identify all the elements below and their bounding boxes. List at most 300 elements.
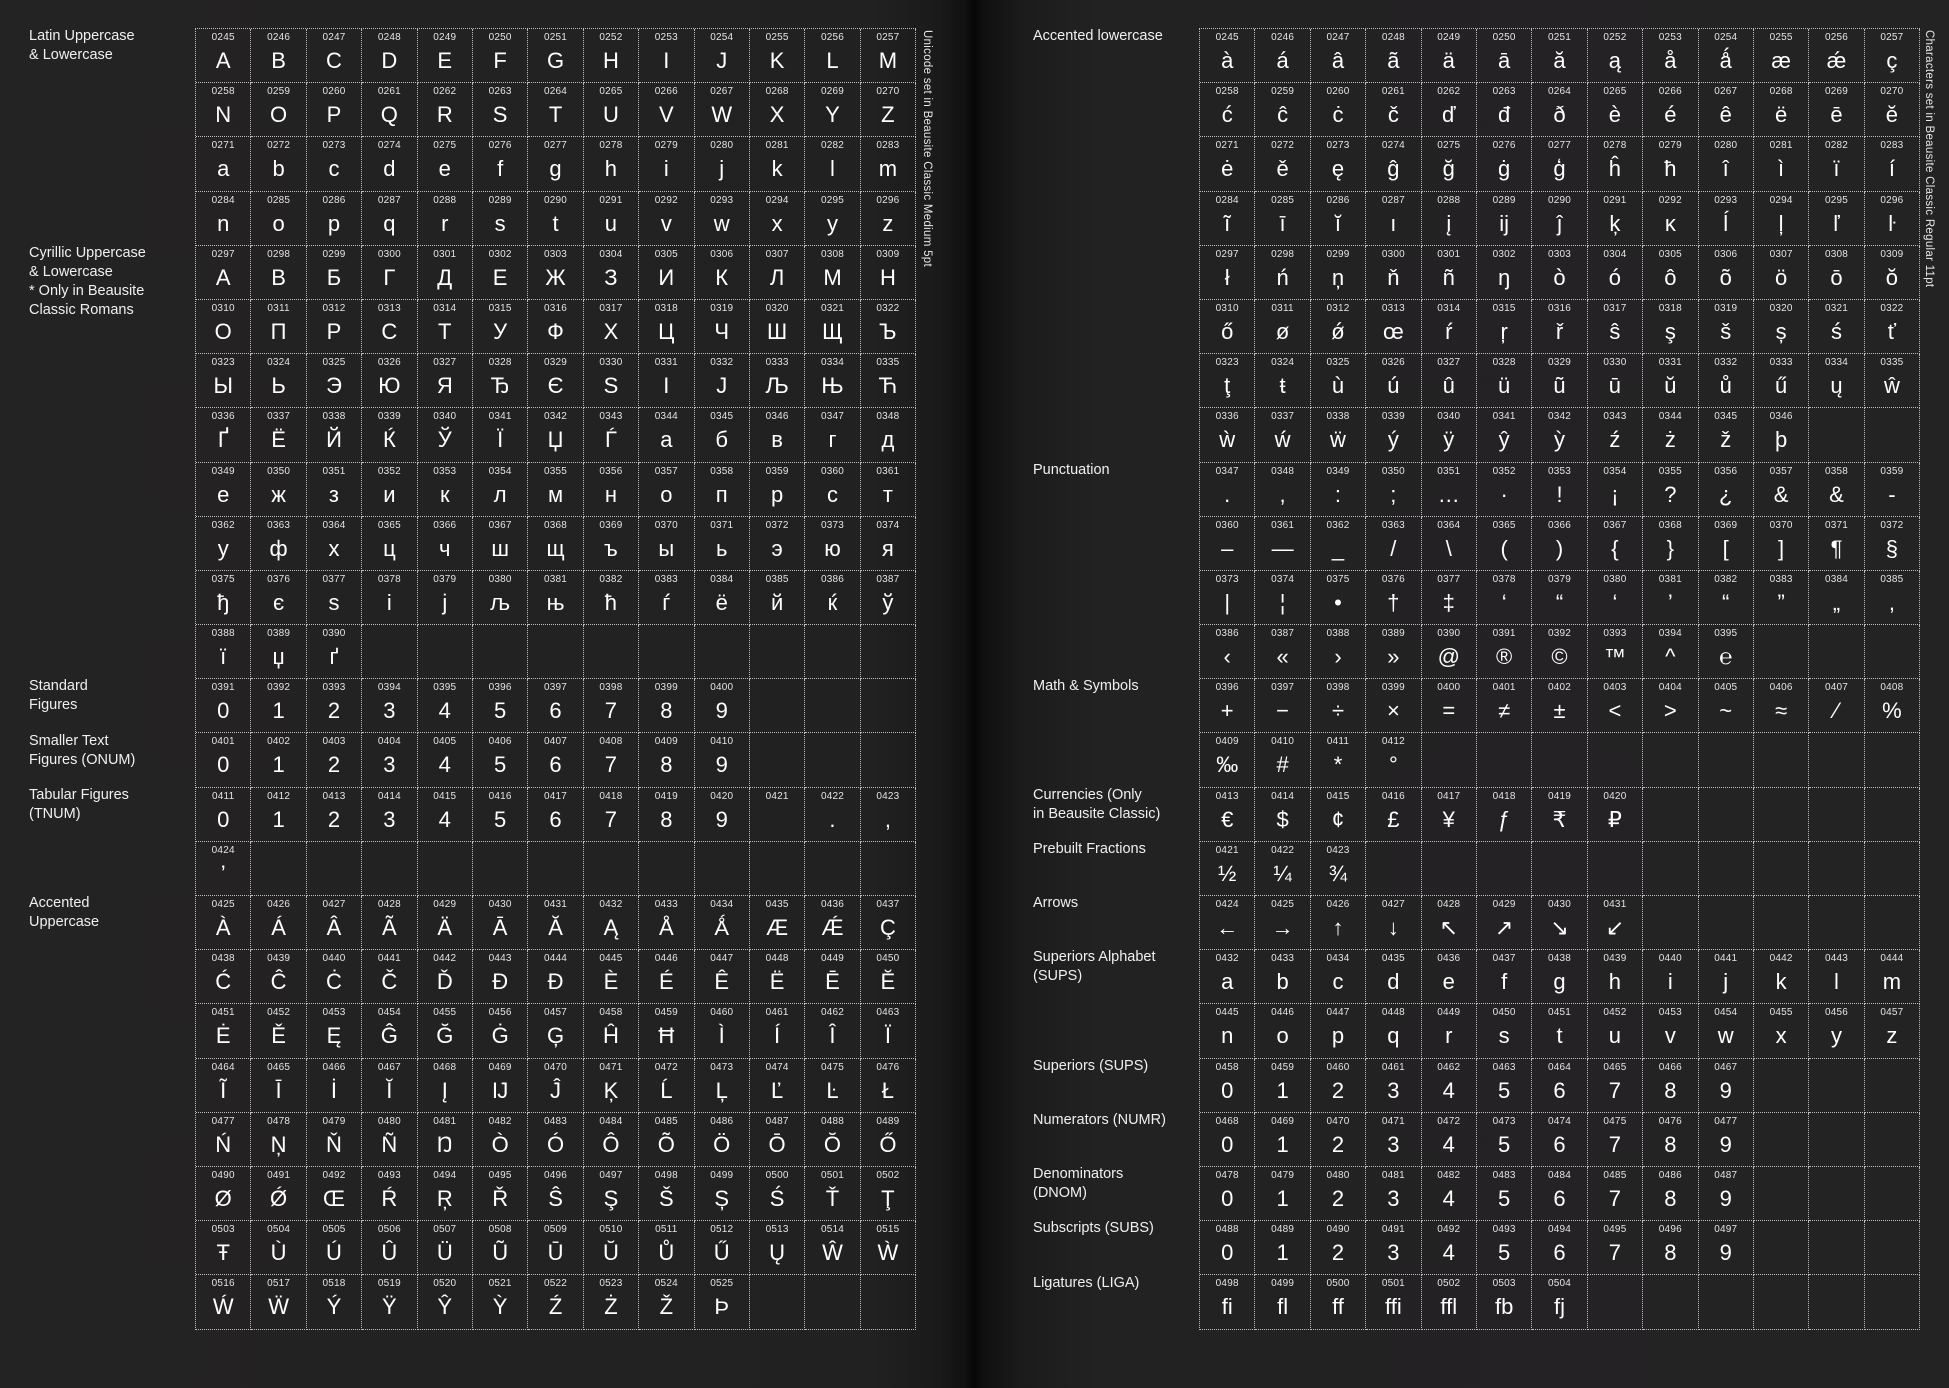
glyph-char: ě <box>1276 156 1289 182</box>
glyph-char: ≠ <box>1498 698 1511 724</box>
glyph-grid-right <box>1199 28 1920 1330</box>
glyph-index: 0498 <box>1215 1278 1239 1290</box>
glyph-cell <box>1532 571 1587 625</box>
glyph-index: 0294 <box>765 194 789 206</box>
glyph-index: 0451 <box>211 1007 235 1019</box>
glyph-cell <box>362 83 417 137</box>
glyph-cell <box>1366 246 1421 300</box>
glyph-index: 0269 <box>1824 86 1849 98</box>
glyph-char: 6 <box>1553 1131 1566 1157</box>
glyph-cell <box>1643 896 1698 950</box>
glyph-cell <box>1699 896 1754 950</box>
glyph-cell <box>1311 463 1366 517</box>
glyph-index: 0263 <box>488 86 512 98</box>
glyph-index: 0381 <box>544 573 568 585</box>
glyph-cell <box>1865 896 1920 950</box>
glyph-index: 0337 <box>1271 411 1295 423</box>
glyph-char: Û <box>381 1240 398 1266</box>
glyph-cell <box>861 83 916 137</box>
glyph-char: é <box>1664 102 1677 128</box>
glyph-index: 0358 <box>710 465 734 477</box>
glyph-char: м <box>547 481 564 507</box>
glyph-cell <box>1366 517 1421 571</box>
glyph-cell <box>1699 1167 1754 1221</box>
glyph-index: 0484 <box>1548 1169 1572 1181</box>
glyph-char: ’ <box>1667 589 1673 615</box>
glyph-char: ; <box>1390 481 1397 507</box>
glyph-char: y <box>826 210 838 236</box>
glyph-char: Ẁ <box>877 1240 899 1266</box>
glyph-index: 0270 <box>876 86 900 98</box>
glyph-index: 0431 <box>1603 899 1627 910</box>
glyph-index: 0388 <box>1326 628 1350 640</box>
glyph-char: # <box>1276 752 1289 778</box>
glyph-cell <box>196 137 251 191</box>
glyph-index: 0371 <box>1824 519 1849 531</box>
glyph-cell <box>418 1275 473 1329</box>
glyph-cell <box>861 788 916 842</box>
glyph-char: ĕ <box>1885 102 1898 128</box>
glyph-cell <box>1754 1113 1809 1167</box>
glyph-index: 0295 <box>820 194 845 206</box>
glyph-cell <box>1532 83 1587 137</box>
glyph-index: 0415 <box>1326 790 1350 802</box>
glyph-char: У <box>493 318 508 344</box>
glyph-char: ś <box>1830 318 1842 344</box>
glyph-cell <box>418 896 473 950</box>
glyph-cell <box>196 300 251 354</box>
glyph-cell <box>528 1221 583 1275</box>
glyph-index: 0460 <box>1326 1061 1350 1073</box>
glyph-char: z <box>1886 1023 1898 1049</box>
glyph-index: 0364 <box>322 519 346 531</box>
glyph-index: 0459 <box>1271 1061 1295 1073</box>
glyph-char: ₽ <box>1607 806 1622 832</box>
glyph-char: К <box>715 264 729 290</box>
glyph-cell <box>473 137 528 191</box>
glyph-cell <box>1255 83 1310 137</box>
glyph-cell <box>251 1275 306 1329</box>
left-page <box>0 0 968 1388</box>
glyph-index: 0452 <box>267 1007 291 1019</box>
glyph-char: Ĉ <box>270 969 287 995</box>
glyph-char: ı <box>1390 210 1397 236</box>
glyph-char: 8 <box>660 698 673 724</box>
glyph-index: 0346 <box>1769 411 1793 423</box>
glyph-char: : <box>1334 481 1342 507</box>
glyph-cell <box>251 733 306 787</box>
glyph-char: 9 <box>715 698 728 724</box>
glyph-cell <box>1532 788 1587 842</box>
glyph-index: 0402 <box>1548 682 1572 694</box>
glyph-index: 0408 <box>1880 682 1904 694</box>
glyph-cell <box>1588 300 1643 354</box>
glyph-char: О <box>214 318 232 344</box>
glyph-cell <box>1311 1113 1366 1167</box>
glyph-index: 0494 <box>433 1169 457 1181</box>
glyph-char: ź <box>1609 427 1621 453</box>
glyph-cell <box>1809 950 1864 1004</box>
glyph-char: ’ <box>220 860 226 886</box>
glyph-index: 0477 <box>211 1115 235 1127</box>
glyph-cell <box>1422 842 1477 896</box>
glyph-index: 0404 <box>1658 682 1682 694</box>
glyph-cell <box>1255 29 1310 83</box>
glyph-index: 0327 <box>1437 357 1461 369</box>
glyph-cell <box>251 571 306 625</box>
glyph-char: ñ <box>1442 264 1455 290</box>
glyph-index: 0367 <box>1603 519 1627 531</box>
glyph-index: 0247 <box>322 32 346 43</box>
glyph-index: 0273 <box>1326 140 1350 152</box>
glyph-cell <box>307 571 362 625</box>
glyph-cell <box>861 733 916 787</box>
glyph-cell <box>1477 29 1532 83</box>
glyph-index: 0500 <box>765 1169 789 1181</box>
glyph-index: 0481 <box>1381 1169 1405 1181</box>
glyph-char: Ì <box>718 1023 725 1049</box>
glyph-char: ≈ <box>1775 698 1788 724</box>
glyph-index: 0405 <box>1714 682 1738 694</box>
glyph-char: Ş <box>603 1185 619 1211</box>
glyph-index: 0311 <box>1271 302 1294 314</box>
glyph-char: И <box>658 264 675 290</box>
glyph-cell <box>1865 625 1920 679</box>
glyph-cell <box>362 137 417 191</box>
glyph-char: ż <box>1664 427 1676 453</box>
glyph-index: 0330 <box>599 357 623 369</box>
glyph-char: Ш <box>767 318 788 344</box>
glyph-index: 0405 <box>433 736 457 748</box>
glyph-index: 0467 <box>377 1061 401 1073</box>
glyph-cell <box>639 354 694 408</box>
glyph-cell <box>1643 29 1698 83</box>
glyph-char: ! <box>1556 481 1563 507</box>
glyph-char: Ч <box>714 318 730 344</box>
glyph-index: 0287 <box>377 194 401 206</box>
glyph-index: 0449 <box>1437 1007 1461 1019</box>
glyph-char: 4 <box>1442 1131 1455 1157</box>
glyph-index: 0353 <box>1548 465 1572 477</box>
glyph-cell <box>639 571 694 625</box>
glyph-index: 0314 <box>433 302 457 314</box>
glyph-index: 0276 <box>1492 140 1516 152</box>
glyph-cell <box>1699 137 1754 191</box>
glyph-char: H <box>602 48 619 73</box>
glyph-char: ş <box>1664 318 1676 344</box>
glyph-cell <box>1477 842 1532 896</box>
glyph-index: 0315 <box>1492 302 1516 314</box>
glyph-cell <box>1699 733 1754 787</box>
glyph-cell <box>695 29 750 83</box>
glyph-char: r <box>441 210 449 236</box>
glyph-index: 0514 <box>820 1224 845 1236</box>
glyph-char: ö <box>1774 264 1788 290</box>
glyph-cell <box>695 896 750 950</box>
glyph-cell <box>695 1167 750 1221</box>
glyph-index: 0522 <box>544 1278 568 1290</box>
glyph-index: 0331 <box>1658 357 1682 369</box>
glyph-index: 0501 <box>1381 1278 1405 1290</box>
glyph-char: Å <box>658 915 674 940</box>
glyph-index: 0425 <box>211 899 235 910</box>
glyph-index: 0319 <box>1714 302 1738 314</box>
glyph-char: Y <box>825 102 840 128</box>
glyph-char: Ǿ <box>270 1185 288 1211</box>
glyph-char: * <box>1333 752 1343 778</box>
glyph-index: 0453 <box>1658 1007 1682 1019</box>
glyph-index: 0308 <box>820 248 845 260</box>
glyph-char: Ų <box>769 1240 786 1266</box>
glyph-char: Ö <box>713 1131 731 1157</box>
glyph-index: 0503 <box>1492 1278 1516 1290</box>
glyph-char: ü <box>1498 373 1511 399</box>
glyph-index: 0444 <box>544 953 568 965</box>
glyph-index: 0440 <box>322 953 346 965</box>
glyph-index: 0353 <box>433 465 457 477</box>
glyph-cell <box>1255 1004 1310 1058</box>
glyph-char: Р <box>326 318 342 344</box>
glyph-index: 0486 <box>710 1115 734 1127</box>
glyph-cell <box>861 1221 916 1275</box>
glyph-cell <box>584 679 639 733</box>
glyph-index: 0497 <box>1714 1224 1738 1236</box>
glyph-char: d <box>1387 969 1400 995</box>
glyph-char: l <box>830 156 835 182</box>
glyph-char: > <box>1663 698 1677 724</box>
glyph-index: 0420 <box>710 790 734 802</box>
glyph-char: A <box>215 48 231 73</box>
glyph-index: 0492 <box>1437 1224 1461 1236</box>
glyph-char: ů <box>1719 373 1732 399</box>
glyph-cell <box>251 83 306 137</box>
glyph-index: 0256 <box>820 32 845 43</box>
glyph-cell <box>1422 29 1477 83</box>
glyph-index: 0461 <box>1381 1061 1405 1073</box>
glyph-char: Ň <box>326 1131 342 1157</box>
glyph-index: 0326 <box>377 357 401 369</box>
glyph-index: 0255 <box>765 32 789 43</box>
glyph-cell <box>1532 1221 1587 1275</box>
glyph-cell <box>1422 1167 1477 1221</box>
glyph-index: 0313 <box>1381 302 1405 314</box>
glyph-cell <box>1588 137 1643 191</box>
glyph-cell <box>695 733 750 787</box>
glyph-index: 0316 <box>544 302 568 314</box>
glyph-char: Ś <box>769 1185 785 1211</box>
glyph-cell <box>473 733 528 787</box>
glyph-index: 0368 <box>1658 519 1682 531</box>
glyph-char: ţ <box>1224 373 1231 399</box>
glyph-index: 0262 <box>1437 86 1461 98</box>
glyph-cell <box>362 463 417 517</box>
glyph-char: ¢ <box>1331 806 1345 832</box>
glyph-char: ŀ <box>1888 210 1896 236</box>
glyph-index: 0392 <box>267 682 291 694</box>
glyph-index: 0489 <box>876 1115 900 1127</box>
glyph-char: ® <box>1496 644 1513 670</box>
glyph-cell <box>1255 896 1310 950</box>
glyph-index: 0317 <box>1603 302 1627 314</box>
glyph-char: ĝ <box>1387 156 1400 182</box>
glyph-char: Ő <box>879 1131 897 1157</box>
glyph-index: 0408 <box>599 736 623 748</box>
glyph-char: œ <box>1382 318 1404 344</box>
glyph-char: ffl <box>1440 1294 1458 1320</box>
glyph-char: u <box>604 210 618 236</box>
glyph-char: ò <box>1553 264 1566 290</box>
glyph-index: 0397 <box>544 682 568 694</box>
glyph-index: 0407 <box>1824 682 1849 694</box>
glyph-index: 0496 <box>544 1169 568 1181</box>
glyph-index: 0340 <box>433 411 457 423</box>
glyph-index: 0290 <box>1548 194 1572 206</box>
glyph-cell <box>1643 1221 1698 1275</box>
glyph-cell <box>805 625 860 679</box>
glyph-index: 0326 <box>1381 357 1405 369</box>
glyph-cell <box>528 625 583 679</box>
glyph-cell <box>1699 679 1754 733</box>
glyph-char: Ű <box>713 1240 730 1266</box>
glyph-index: 0294 <box>1769 194 1793 206</box>
glyph-index: 0399 <box>1381 682 1405 694</box>
glyph-char: { <box>1611 535 1619 561</box>
glyph-index: 0464 <box>211 1061 235 1073</box>
glyph-char: в <box>771 427 783 453</box>
glyph-cell <box>1366 29 1421 83</box>
glyph-cell <box>473 1004 528 1058</box>
glyph-cell <box>1311 571 1366 625</box>
glyph-index: 0296 <box>1880 194 1904 206</box>
glyph-cell <box>196 625 251 679</box>
glyph-cell <box>750 896 805 950</box>
glyph-cell <box>196 1113 251 1167</box>
glyph-cell <box>1588 950 1643 1004</box>
glyph-char: Ÿ <box>382 1294 397 1320</box>
glyph-index: 0273 <box>322 140 346 152</box>
glyph-index: 0355 <box>544 465 568 477</box>
glyph-index: 0362 <box>211 519 235 531</box>
glyph-char: à <box>1221 48 1234 73</box>
glyph-index: 0282 <box>1824 140 1849 152</box>
glyph-index: 0443 <box>1824 953 1849 965</box>
glyph-cell <box>1366 1004 1421 1058</box>
glyph-char: ŷ <box>1498 427 1510 453</box>
glyph-cell <box>1865 733 1920 787</box>
glyph-char: Ü <box>436 1240 453 1266</box>
glyph-char: М <box>823 264 842 290</box>
glyph-index: 0390 <box>1437 628 1461 640</box>
glyph-char: Ґ <box>217 427 229 453</box>
glyph-char: € <box>1221 806 1234 832</box>
glyph-char: ¡ <box>1611 481 1619 507</box>
glyph-cell <box>1532 950 1587 1004</box>
glyph-cell <box>1588 1113 1643 1167</box>
glyph-char: Щ <box>822 318 843 344</box>
glyph-char: Ġ <box>491 1023 509 1049</box>
glyph-char: t <box>552 210 559 236</box>
glyph-cell <box>695 1059 750 1113</box>
glyph-cell <box>805 517 860 571</box>
glyph-index: 0304 <box>1603 248 1627 260</box>
glyph-index: 0462 <box>1437 1061 1461 1073</box>
glyph-index: 0377 <box>322 573 346 585</box>
glyph-char: л <box>493 481 507 507</box>
glyph-char: Ł <box>881 1077 894 1103</box>
glyph-cell <box>639 896 694 950</box>
glyph-index: 0457 <box>1880 1007 1904 1019</box>
glyph-char: h <box>1608 969 1622 995</box>
glyph-index: 0286 <box>322 194 346 206</box>
glyph-char: 8 <box>1664 1240 1677 1266</box>
glyph-index: 0438 <box>211 953 235 965</box>
glyph-cell <box>1200 679 1255 733</box>
glyph-cell <box>307 354 362 408</box>
section-label: Arrows <box>1033 895 1079 912</box>
glyph-cell <box>1532 1167 1587 1221</box>
glyph-char: б <box>715 427 729 453</box>
glyph-cell <box>1255 463 1310 517</box>
glyph-cell <box>1366 300 1421 354</box>
glyph-char: ì <box>1778 156 1785 182</box>
glyph-char: ƒ <box>1498 806 1511 832</box>
glyph-cell <box>805 896 860 950</box>
glyph-char: Ď <box>436 969 453 995</box>
glyph-index: 0250 <box>1492 32 1516 43</box>
glyph-cell <box>861 679 916 733</box>
glyph-cell <box>1865 1275 1920 1329</box>
glyph-cell <box>750 1221 805 1275</box>
glyph-index: 0257 <box>1880 32 1904 43</box>
glyph-index: 0341 <box>1492 411 1516 423</box>
glyph-cell <box>251 788 306 842</box>
glyph-cell <box>362 1113 417 1167</box>
glyph-index: 0454 <box>1714 1007 1738 1019</box>
glyph-char: 5 <box>494 752 507 778</box>
glyph-char: Ю <box>378 373 401 399</box>
glyph-cell <box>528 1059 583 1113</box>
glyph-char: г <box>828 427 837 453</box>
glyph-char: 8 <box>1664 1077 1677 1103</box>
glyph-cell <box>1643 517 1698 571</box>
glyph-index: 0482 <box>1437 1169 1461 1181</box>
glyph-index: 0325 <box>322 357 346 369</box>
glyph-index: 0383 <box>1769 573 1793 585</box>
glyph-char: Л <box>769 264 785 290</box>
glyph-index: 0454 <box>377 1007 401 1019</box>
glyph-cell <box>1532 679 1587 733</box>
glyph-index: 0409 <box>1215 736 1239 748</box>
glyph-cell <box>1699 517 1754 571</box>
glyph-char: Є <box>547 373 564 399</box>
side-note-right: Characters set in Beausite Classic Regular 11pt <box>1923 30 1935 288</box>
glyph-char: Ż <box>604 1294 618 1320</box>
glyph-index: 0384 <box>1824 573 1849 585</box>
glyph-char: Њ <box>821 373 844 399</box>
glyph-cell <box>695 950 750 1004</box>
glyph-index: 0367 <box>488 519 512 531</box>
glyph-cell <box>1865 679 1920 733</box>
glyph-index: 0394 <box>377 682 401 694</box>
glyph-cell <box>1809 788 1864 842</box>
glyph-cell <box>473 517 528 571</box>
glyph-char: j <box>719 156 725 182</box>
glyph-char: n <box>217 210 230 236</box>
glyph-index: 0378 <box>377 573 401 585</box>
glyph-cell <box>1477 192 1532 246</box>
glyph-index: 0371 <box>710 519 734 531</box>
glyph-index: 0305 <box>654 248 678 260</box>
